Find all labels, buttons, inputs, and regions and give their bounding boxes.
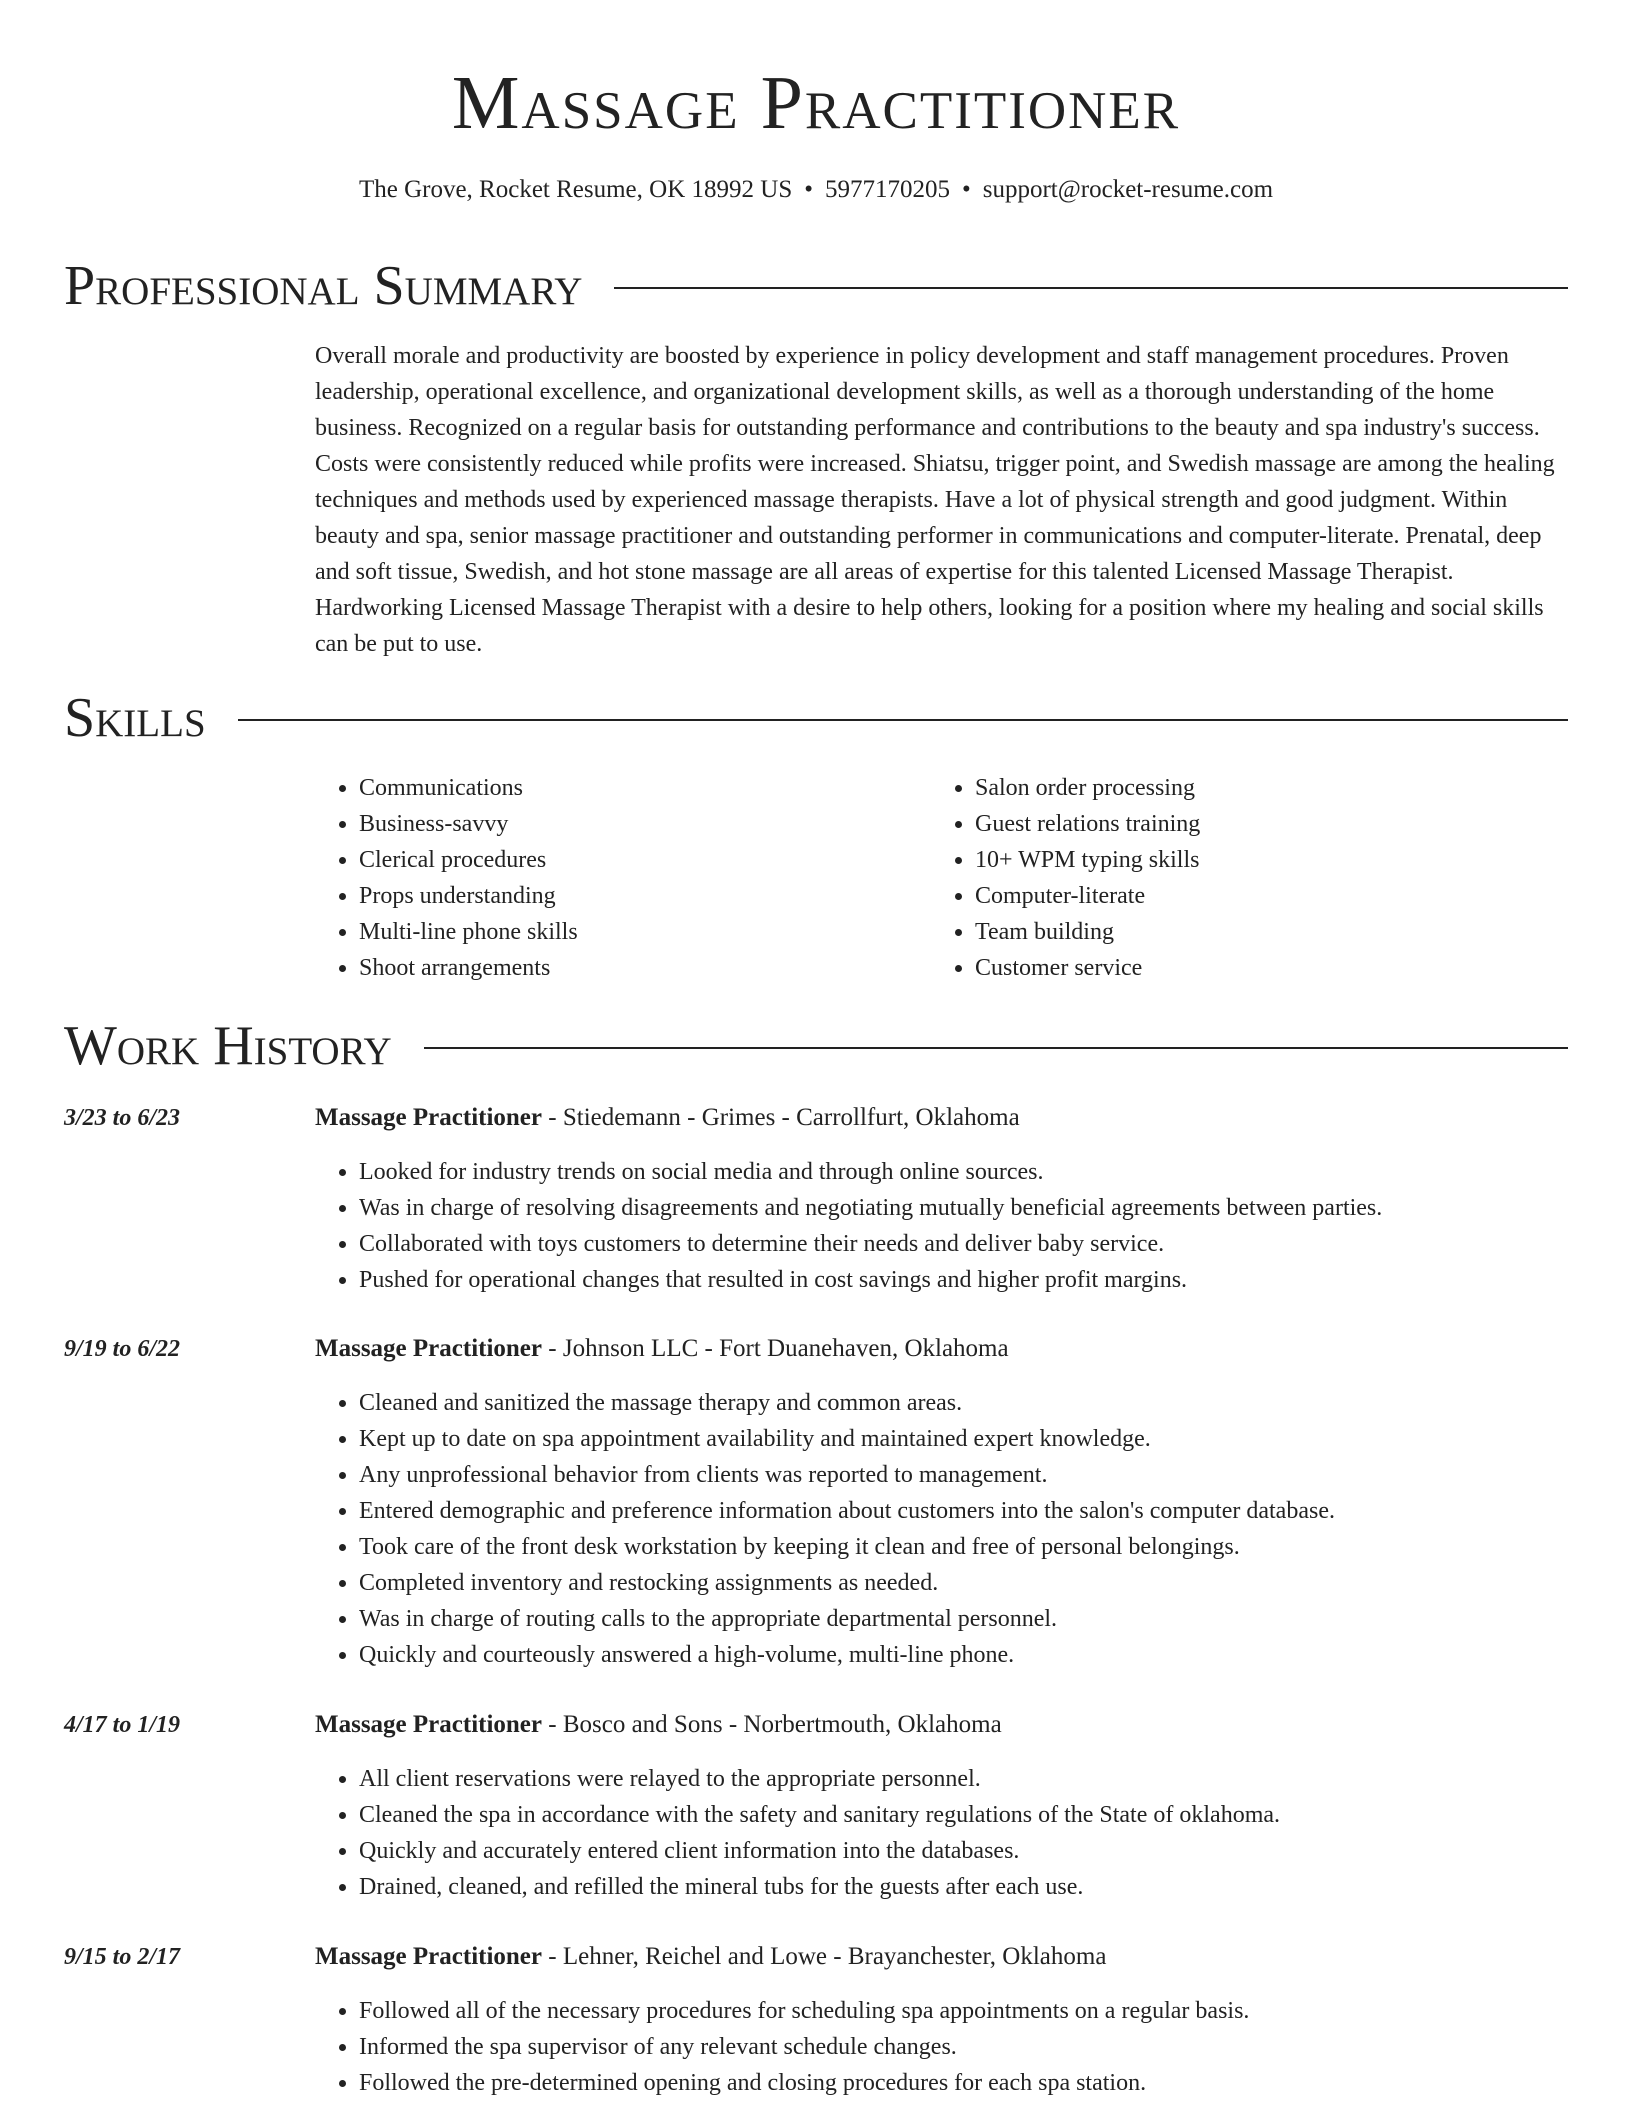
job-bullet: • Collaborated with toys customers to determine their needs and deliver baby service. — [359, 1226, 1569, 1262]
job-bullet: • Followed the pre-determined opening and closing procedures for each spa station. — [359, 2065, 1569, 2101]
job-heading — [315, 1939, 1106, 1975]
job-employer: - Stiedemann - Grimes - Carrollfurt, Oklahoma — [542, 1104, 1020, 1131]
skill-item: • Team building — [975, 914, 1200, 950]
job-employer: - Lehner, Reichel and Lowe - Brayanchester, Oklahoma — [542, 1943, 1107, 1970]
summary-text: Overall morale and productivity are boosted by experience in policy development and staff management procedures. Proven leadership, operational excellence, and organizational development skills, as well as a thorough understanding of the home business. Recognized on a regular basis for outstanding performance and contributions to the beauty and spa industry's success. Costs were consistently reduced while profits were increased. Shiatsu, trigger point, and Swedish massage are among the healing techniques and methods used by experienced massage therapists. Have a lot of physical strength and good judgment. Within beauty and spa, senior massage practitioner and outstanding performer in communications and computer-literate. Prenatal, deep and soft tissue, Swedish, and hot stone massage are all areas of expertise for this talented Licensed Massage Therapist. Hardworking Licensed Massage Therapist with a desire to help others, looking for a position where my healing and social skills can be put to use. — [315, 343, 1555, 657]
contact-line — [0, 172, 1632, 208]
job-bullets — [315, 1761, 1569, 1905]
contact-separator: • — [961, 176, 971, 203]
job-bullet: • Was in charge of routing calls to the appropriate departmental personnel. — [359, 1601, 1569, 1637]
skill-item: • Communications — [359, 770, 578, 806]
job-title: Massage Practitioner — [315, 1711, 543, 1738]
job-title: Massage Practitioner — [315, 1335, 543, 1362]
job-employer: - Johnson LLC - Fort Duanehaven, Oklahoma — [542, 1335, 1009, 1362]
contact-separator: • — [804, 176, 813, 203]
skill-item: • 10+ WPM typing skills — [975, 842, 1200, 878]
contact-phone: 5977170205 — [824, 176, 950, 203]
skill-item: • Props understanding — [359, 878, 578, 914]
skill-item: • Business-savvy — [359, 806, 578, 842]
skill-item: • Clerical procedures — [359, 842, 578, 878]
job-bullets — [315, 1154, 1569, 1298]
skills-list-left — [315, 770, 578, 986]
job-dates: 3/23 to 6/23 — [64, 1105, 181, 1131]
job-title: Massage Practitioner — [315, 1104, 543, 1131]
job-dates: 9/19 to 6/22 — [64, 1336, 181, 1362]
section-title: Skills — [64, 687, 206, 749]
job-employer: - Bosco and Sons - Norbertmouth, Oklahoma — [542, 1711, 1002, 1738]
job-heading — [315, 1707, 1002, 1743]
job-bullet: • Quickly and courteously answered a high-volume, multi-line phone. — [359, 1637, 1569, 1673]
summary-section-header — [64, 254, 1568, 318]
skill-item: • Salon order processing — [975, 770, 1200, 806]
job-heading — [315, 1331, 1009, 1367]
section-title: Work History — [64, 1015, 392, 1077]
job-title: Massage Practitioner — [315, 1943, 543, 1970]
work-history-section-header — [64, 1014, 1568, 1078]
job-bullet: • All client reservations were relayed to the appropriate personnel. — [359, 1761, 1569, 1797]
section-divider — [238, 719, 1568, 721]
skill-item: • Customer service — [975, 950, 1200, 986]
job-bullet: • Any unprofessional behavior from clients was reported to management. — [359, 1457, 1569, 1493]
job-bullets — [315, 1993, 1569, 2101]
skills-section-header — [64, 686, 1568, 750]
contact-email: support@rocket-resume.com — [982, 176, 1274, 203]
skill-item: • Shoot arrangements — [359, 950, 578, 986]
job-bullet: • Cleaned and sanitized the massage therapy and common areas. — [359, 1385, 1569, 1421]
job-bullet: • Quickly and accurately entered client information into the databases. — [359, 1833, 1569, 1869]
candidate-name: Massage Practitioner — [451, 61, 1181, 145]
job-bullet: • Entered demographic and preference information about customers into the salon's computer database. — [359, 1493, 1569, 1529]
job-heading — [315, 1100, 1020, 1136]
section-divider — [614, 287, 1568, 289]
job-bullets — [315, 1385, 1569, 1673]
job-bullet: • Followed all of the necessary procedures for scheduling spa appointments on a regular basis. — [359, 1993, 1569, 2029]
job-bullet: • Looked for industry trends on social media and through online sources. — [359, 1154, 1569, 1190]
contact-address: The Grove, Rocket Resume, OK 18992 US — [358, 176, 793, 203]
skill-item: • Multi-line phone skills — [359, 914, 578, 950]
skill-item: • Guest relations training — [975, 806, 1200, 842]
job-bullet: • Pushed for operational changes that resulted in cost savings and higher profit margins. — [359, 1262, 1569, 1298]
job-bullet: • Took care of the front desk workstation by keeping it clean and free of personal belongings. — [359, 1529, 1569, 1565]
job-bullet: • Informed the spa supervisor of any relevant schedule changes. — [359, 2029, 1569, 2065]
skill-item: • Computer-literate — [975, 878, 1200, 914]
job-bullet: • Completed inventory and restocking assignments as needed. — [359, 1565, 1569, 1601]
section-title: Professional Summary — [64, 255, 583, 317]
job-dates: 4/17 to 1/19 — [64, 1712, 181, 1738]
job-dates: 9/15 to 2/17 — [64, 1944, 181, 1970]
job-bullet: • Drained, cleaned, and refilled the mineral tubs for the guests after each use. — [359, 1869, 1569, 1905]
job-bullet: • Kept up to date on spa appointment availability and maintained expert knowledge. — [359, 1421, 1569, 1457]
job-bullet: • Cleaned the spa in accordance with the safety and sanitary regulations of the State of oklahoma. — [359, 1797, 1569, 1833]
skills-list-right — [931, 770, 1200, 986]
job-bullet: • Was in charge of resolving disagreements and negotiating mutually beneficial agreements between parties. — [359, 1190, 1569, 1226]
section-divider — [424, 1047, 1568, 1049]
